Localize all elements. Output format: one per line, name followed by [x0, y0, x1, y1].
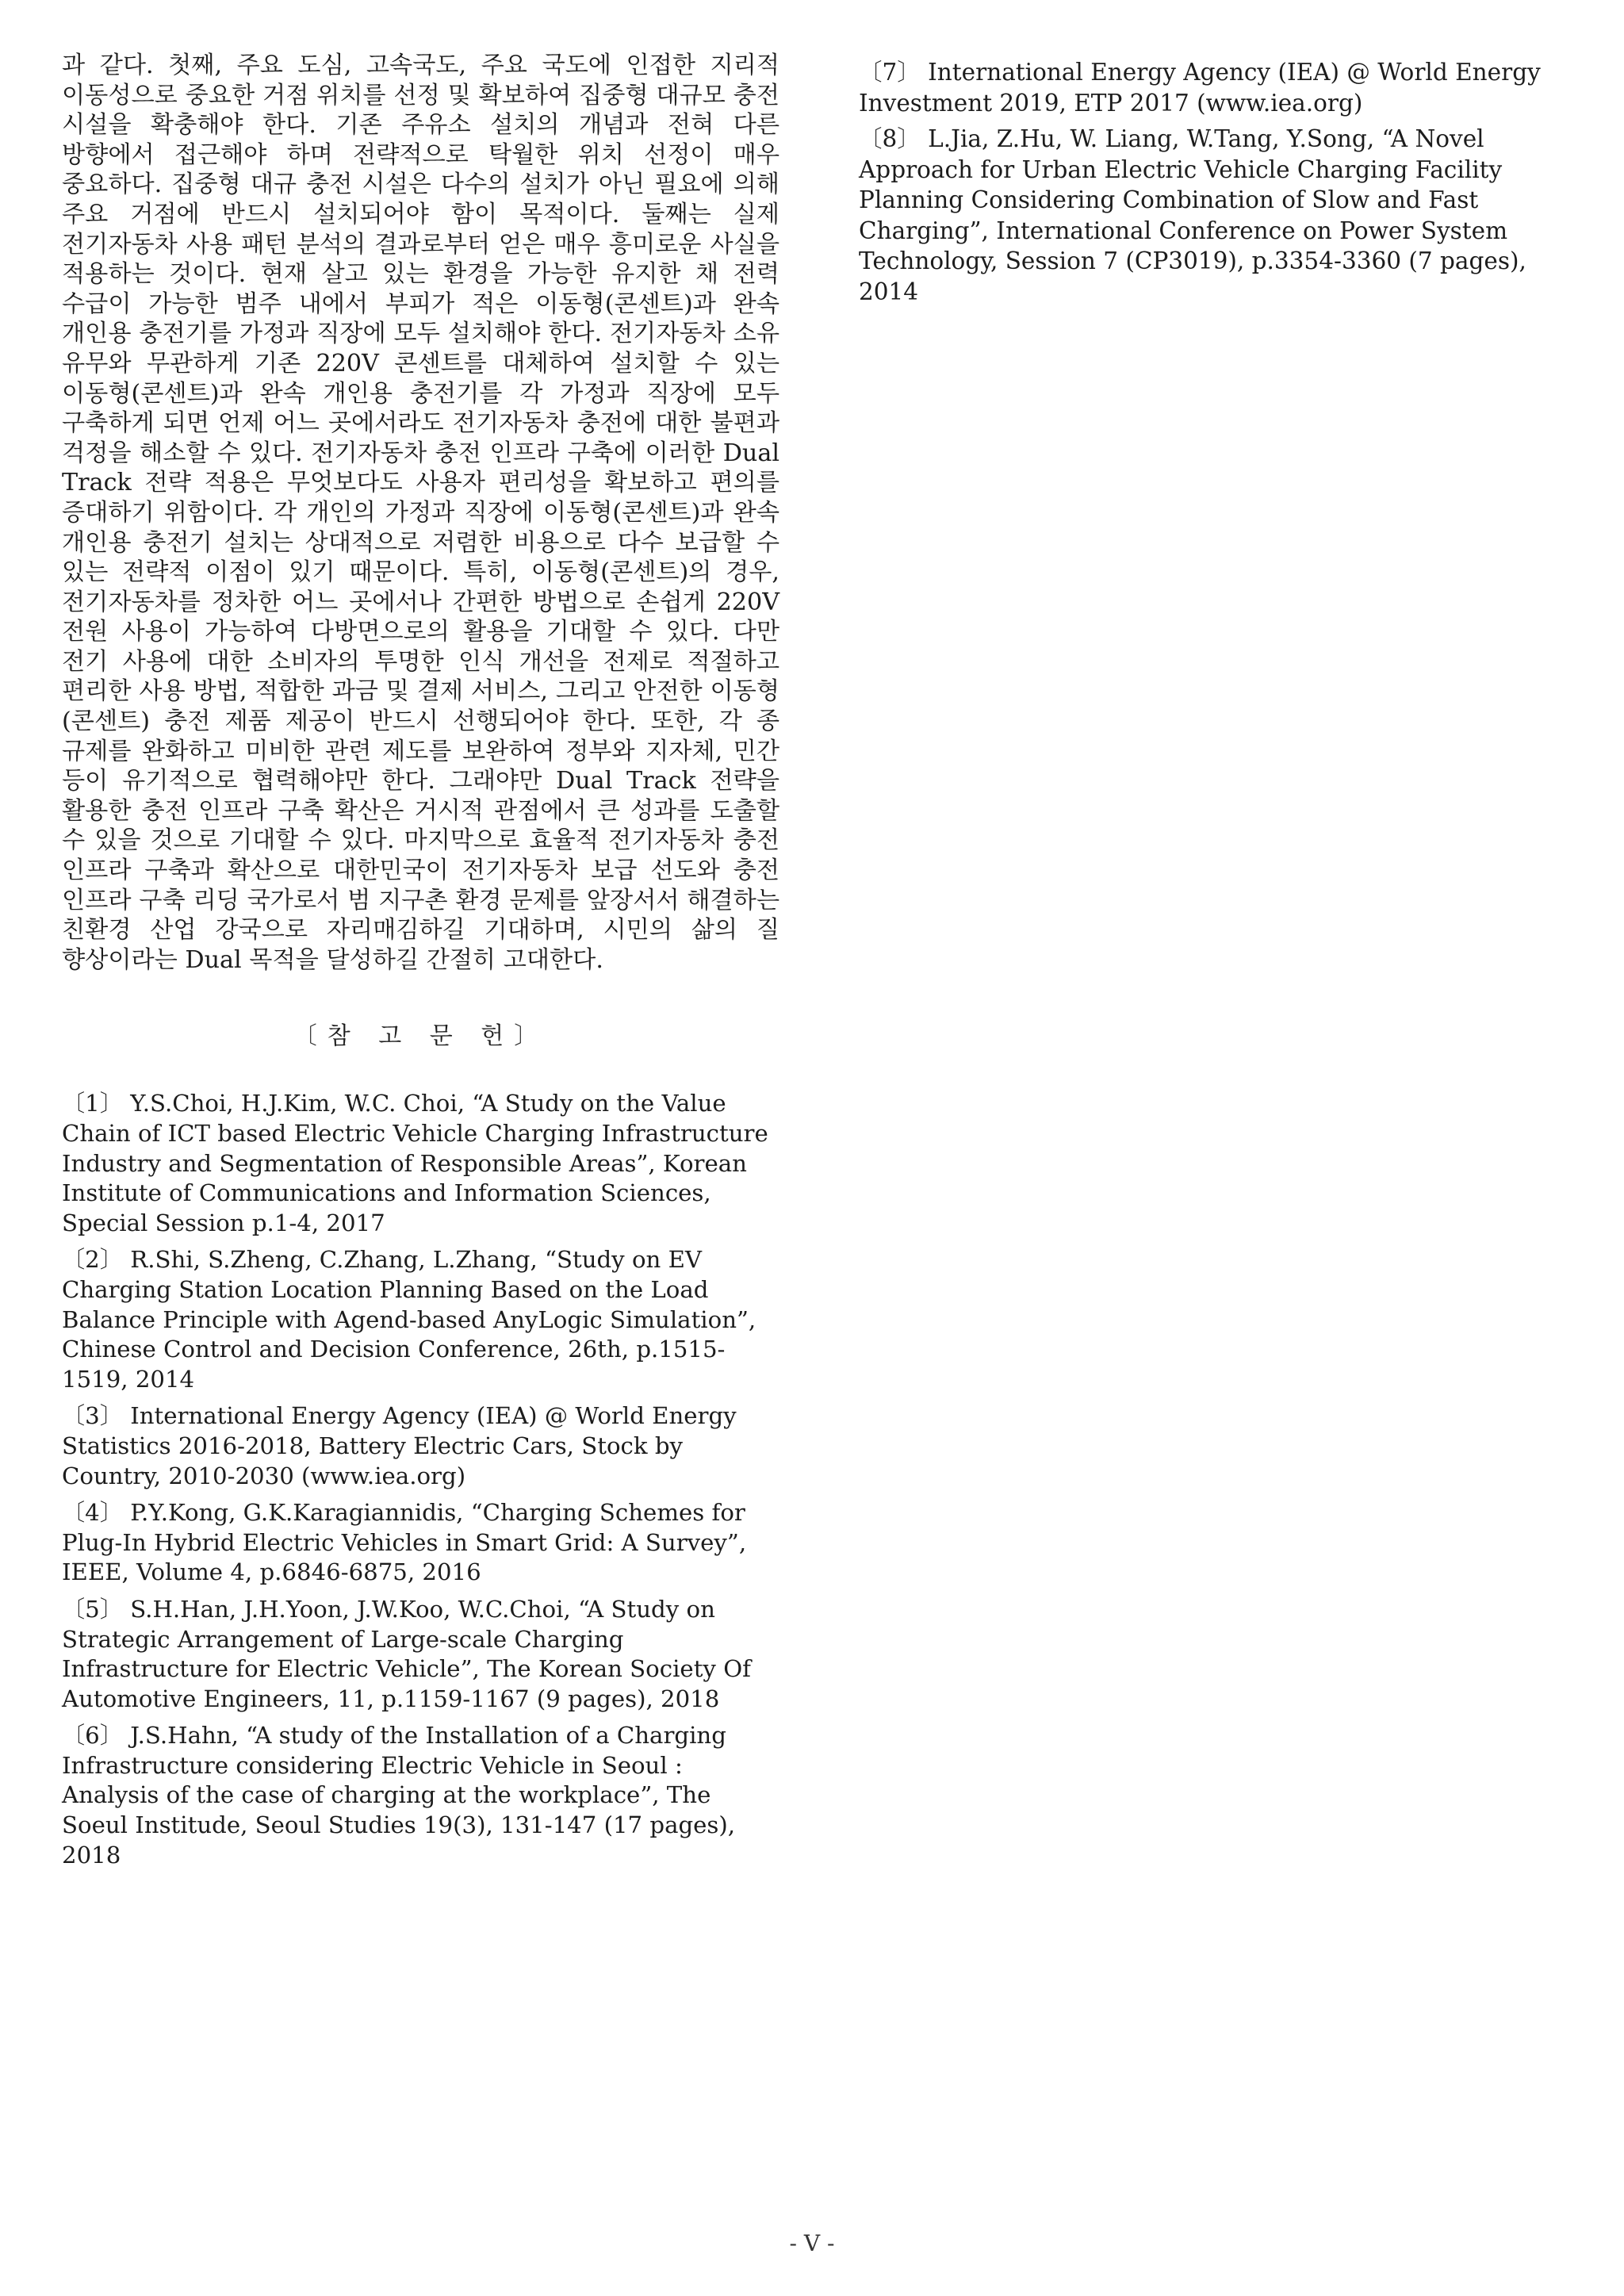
reference-item: 〔7〕 International Energy Agency (IEA) @ World Energy Investment 2019, ETP 2017 (www.iea.org) [859, 59, 1541, 117]
references-list-left [62, 1089, 779, 1870]
left-column [62, 51, 779, 1877]
references-list-right [859, 57, 1572, 307]
reference-item: 〔8〕 L.Jia, Z.Hu, W. Liang, W.Tang, Y.Song, “A Novel Approach for Urban Electric Vehicle Charging Facility Planning Considering Combination of Slow and Fast Charging”, International Conference on Power System Technology, Session 7 (CP3019), p.3354-3360 (7 pages), 2014 [859, 125, 1526, 305]
page-number: - V - [789, 2230, 835, 2256]
reference-item: 〔1〕 Y.S.Choi, H.J.Kim, W.C. Choi, “A Study on the Value Chain of ICT based Electric Vehicle Charging Infrastructure Industry and Segmentation of Responsible Areas”, Korean Institute of Communications and Information Sciences, Special Session p.1-4, 2017 [62, 1090, 768, 1236]
reference-item: 〔6〕 J.S.Hahn, “A study of the Installation of a Charging Infrastructure considering Electric Vehicle in Seoul : Analysis of the case of charging at the workplace”, The Soeul Institude, Seoul Studies 19(3), 131-147 (17 pages), 2018 [62, 1722, 736, 1869]
references-heading: 〔참 고 문 헌〕 [293, 1022, 549, 1051]
right-column [859, 57, 1572, 312]
reference-item: 〔3〕 International Energy Agency (IEA) @ World Energy Statistics 2016-2018, Battery Electric Cars, Stock by Country, 2010-2030 (www.iea.org) [62, 1402, 737, 1489]
reference-item: 〔2〕 R.Shi, S.Zheng, C.Zhang, L.Zhang, “Study on EV Charging Station Location Planning Based on the Load Balance Principle with Agend-based AnyLogic Simulation”, Chinese Control and Decision Conference, 26th, p.1515-1519, 2014 [62, 1246, 756, 1393]
reference-item: 〔5〕 S.H.Han, J.H.Yoon, J.W.Koo, W.C.Choi, “A Study on Strategic Arrangement of Large-scale Charging Infrastructure for Electric Vehicle”, The Korean Society Of Automotive Engineers, 11, p.1159-1167 (9 pages), 2018 [62, 1595, 751, 1712]
reference-item: 〔4〕 P.Y.Kong, G.K.Karagiannidis, “Charging Schemes for Plug-In Hybrid Electric Vehicles in Smart Grid: A Survey”, IEEE, Volume 4, p.6846-6875, 2016 [62, 1499, 747, 1586]
body-paragraph: 과 같다. 첫째, 주요 도심, 고속국도, 주요 국도에 인접한 지리적 이동성으로 중요한 거점 위치를 선정 및 확보하여 집중형 대규모 충전 시설을 확충해야 한다. 기존 주유소 설치의 개념과 전혀 다른 방향에서 접근해야 하며 전략적으로 탁월한 위치 선정이 매우 중요하다. 집중형 대규 충전 시설은 다수의 설치가 아닌 필요에 의해 주요 거점에 반드시 설치되어야 함이 목적이다. 둘째는 실제 전기자동차 사용 패턴 분석의 결과로부터 얻은 매우 흥미로운 사실을 적용하는 것이다. 현재 살고 있는 환경을 가능한 유지한 채 전력 수급이 가능한 범주 내에서 부피가 적은 이동형(콘센트)과 완속 개인용 충전기를 가정과 직장에 모두 설치해야 한다. 전기자동차 소유 유무와 무관하게 기존 220V 콘센트를 대체하여 설치할 수 있는 이동형(콘센트)과 완속 개인용 충전기를 각 가정과 직장에 모두 구축하게 되면 언제 어느 곳에서라도 전기자동차 충전에 대한 불편과 걱정을 해소할 수 있다. 전기자동차 충전 인프라 구축에 이러한 Dual Track 전략 적용은 무엇보다도 사용자 편리성을 확보하고 편의를 증대하기 위함이다. 각 개인의 가정과 직장에 이동형(콘센트)과 완속 개인용 충전기 설치는 상대적으로 저렴한 비용으로 다수 보급할 수 있는 전략적 이점이 있기 때문이다. 특히, 이동형(콘센트)의 경우, 전기자동차를 정차한 어느 곳에서나 간편한 방법으로 손쉽게 220V 전원 사용이 가능하여 다방면으로의 활용을 기대할 수 있다. 다만 전기 사용에 대한 소비자의 투명한 인식 개선을 전제로 적절하고 편리한 사용 방법, 적합한 과금 및 결제 서비스, 그리고 안전한 이동형(콘센트) 충전 제품 제공이 반드시 선행되어야 한다. 또한, 각 종 규제를 완화하고 미비한 관련 제도를 보완하여 정부와 지자체, 민간 등이 유기적으로 협력해야만 한다. 그래야만 Dual Track 전략을 활용한 충전 인프라 구축 확산은 거시적 관점에서 큰 성과를 도출할 수 있을 것으로 기대할 수 있다. 마지막으로 효율적 전기자동차 충전 인프라 구축과 확산으로 대한민국이 전기자동차 보급 선도와 충전 인프라 구축 리딩 국가로서 범 지구촌 환경 문제를 앞장서서 해결하는 친환경 산업 강국으로 자리매김하길 기대하며, 시민의 삶의 질 향상이라는 Dual 목적을 달성하길 간절히 고대한다. [62, 52, 779, 974]
